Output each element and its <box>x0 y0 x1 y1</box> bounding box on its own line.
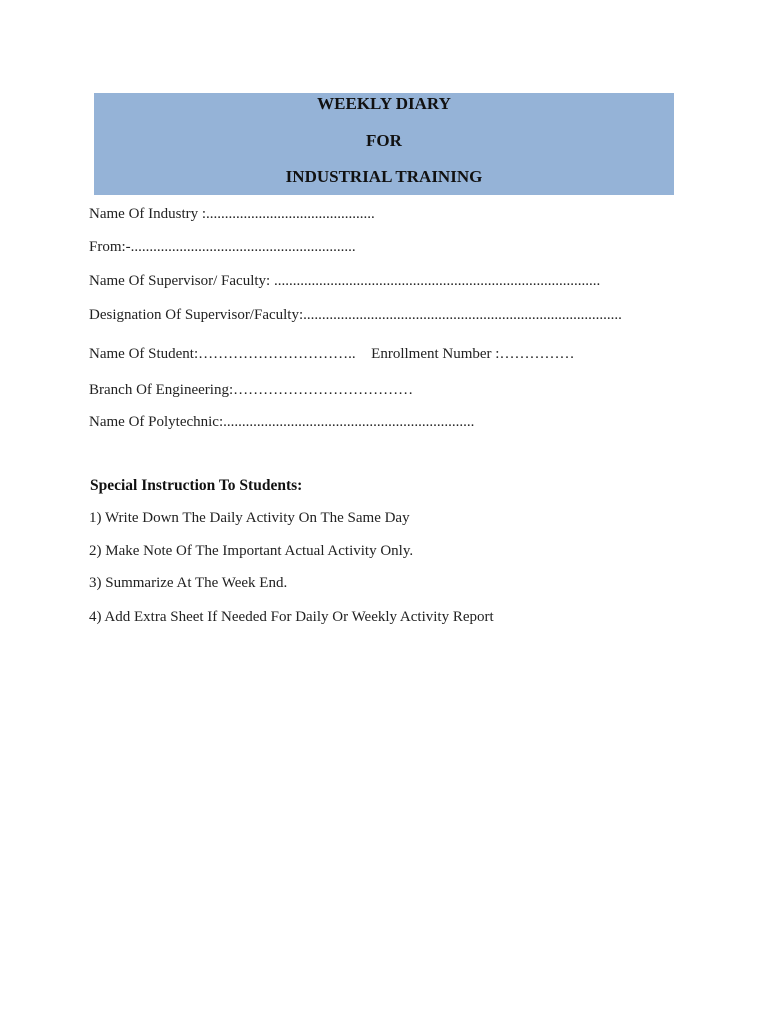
instruction-item: 3) Summarize At The Week End. <box>89 575 288 591</box>
instruction-item: 4) Add Extra Sheet If Needed For Daily Or Weekly Activity Report <box>89 609 494 625</box>
field-from: From:-............................................................ <box>89 239 356 255</box>
field-branch-of-engineering <box>89 382 413 399</box>
title-line-weekly-diary: WEEKLY DIARY <box>317 94 451 113</box>
field-name-of-supervisor: Name Of Supervisor/ Faculty: ....................................................................................... <box>89 273 601 289</box>
branch-label: Branch Of Engineering: <box>89 382 234 398</box>
field-name-of-polytechnic: Name Of Polytechnic:................................................................... <box>89 414 475 430</box>
title-banner <box>94 93 674 195</box>
instructions-title: Special Instruction To Students: <box>90 477 303 494</box>
field-student-enrollment-row <box>89 346 574 363</box>
branch-dots: ……………………………… <box>233 382 414 398</box>
instruction-item: 2) Make Note Of The Important Actual Activity Only. <box>89 543 414 559</box>
enrollment-dots: …………… <box>499 346 575 362</box>
enrollment-label: Enrollment Number : <box>371 346 500 362</box>
field-designation-of-supervisor: Designation Of Supervisor/Faculty:..................................................................................... <box>89 307 622 323</box>
student-dots: ………………………….. <box>198 346 356 362</box>
field-name-of-industry: Name Of Industry :............................................. <box>89 206 375 222</box>
title-line-industrial-training: INDUSTRIAL TRAINING <box>285 167 483 186</box>
instruction-item: 1) Write Down The Daily Activity On The Same Day <box>89 510 410 526</box>
student-label: Name Of Student: <box>89 346 199 362</box>
title-line-for: FOR <box>366 131 402 150</box>
